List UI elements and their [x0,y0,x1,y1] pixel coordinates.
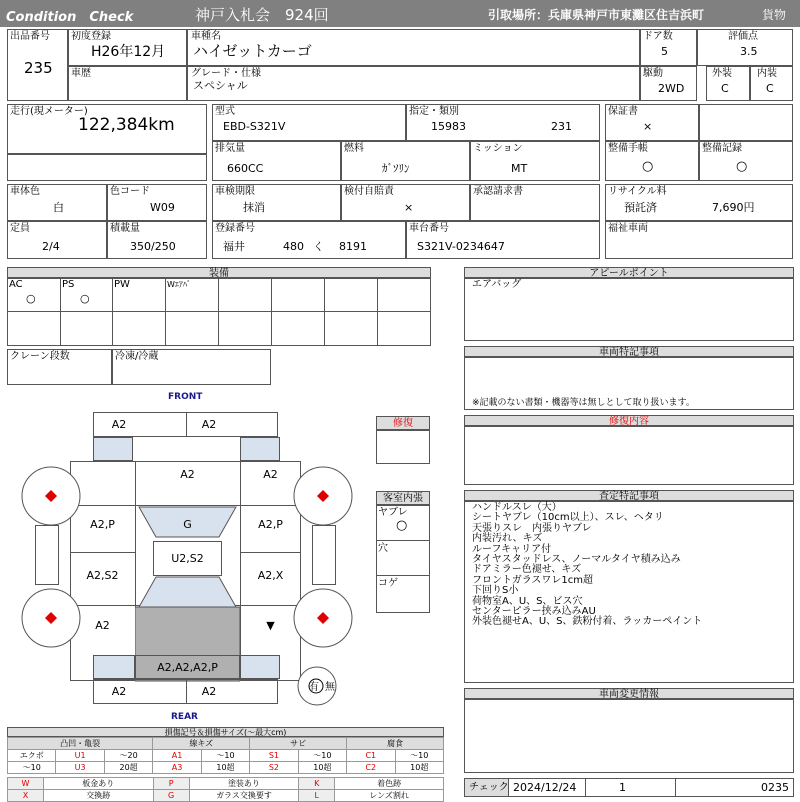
lot-cell [7,29,68,101]
right-side-window [312,525,336,585]
body-color-label: 車体色 [10,186,40,197]
repair-panel [376,430,430,464]
displacement-cell [212,141,341,181]
model-cell [212,104,406,141]
note-line: ルーフキャリア付 [472,543,552,555]
reg-no-num: 8191 [339,240,367,253]
doors-cell [640,29,697,66]
legend-cell: エクボ [8,750,56,762]
spec-cell [406,104,600,141]
front-bumper[interactable] [93,412,278,437]
note-line: ドアミラー色褪せ、キズ [472,564,582,576]
repair-detail-title: 修復内容 [464,415,794,426]
mission-cell [470,141,600,181]
welfare-cell [605,221,793,259]
drive-value: 2WD [658,82,685,95]
chassis-value: S321V-0234647 [417,240,505,253]
car-name-value: ハイゼットカーゴ [193,42,312,60]
body-color-value: 白 [53,201,64,214]
spec-value-2: 231 [551,120,572,133]
equip-ac-label: AC [9,279,23,290]
legend-mark: 塗装あり [189,778,299,790]
approval-cell [470,184,600,221]
capacity-label: 定員 [10,223,30,234]
appeal-title: アピールポイント [464,267,794,278]
legend-cat: 凸凹・亀裂 [8,738,153,750]
maint-record-value: ○ [736,159,748,174]
equip-airbag-label: Wｴｱﾊﾞ [167,280,191,289]
repair-detail-panel [464,426,794,485]
legend-mark: K [299,778,335,790]
reg-no-class: 480 [283,240,304,253]
notes-list [472,503,702,628]
legend-cell: A3 [153,762,201,774]
first-reg-value: H26年12月 [91,44,166,60]
legend-marks [7,777,444,802]
hood-damage[interactable]: A2 [180,468,195,481]
inspection-label: 車検期限 [215,186,255,197]
legend-cell: S2 [250,762,298,774]
displacement-value: 660CC [227,162,264,175]
rear-bumper[interactable] [93,679,278,704]
pickup-location: 引取場所：兵庫県神戸市東灘区住吉浜町 [488,8,705,22]
legend-cell: 20超 [104,762,152,774]
model-value: EBD-S321V [223,120,286,133]
cabin-panel [376,505,430,613]
door-right-rear-damage[interactable]: A2,X [257,569,284,582]
maint-book-label: 整備手帳 [608,143,648,154]
note-line: 下回りS小 [472,585,519,597]
legend-title: 損傷記号＆損傷サイズ(～最大cm) [7,727,444,737]
body-color-cell [7,184,107,221]
auction-title: 神戸入札会 924回 [195,6,329,24]
interior-value: C [766,82,774,95]
door-right-front-damage[interactable]: A2,P [258,518,283,531]
cabin-burn-label: コゲ [378,578,398,589]
spare-yes: 有 [309,682,319,693]
legend-cell: 10超 [298,762,346,774]
appeal-text: エアバッグ [472,279,522,290]
maint-record-label: 整備記録 [702,143,742,154]
notes-title: 査定特記事項 [464,490,794,501]
fuel-label: 燃料 [344,143,364,154]
front-bumper-right: A2 [201,418,217,431]
rear-bumper-left: A2 [111,685,127,698]
legend-mark: L [299,790,335,802]
special-title: 車両特記事項 [464,346,794,357]
back-door-damage: A2,A2,A2,P [157,661,218,674]
legend-cell: ～10 [201,750,249,762]
legend-mark: レンズ割れ [335,790,444,802]
legend-cat: 腐食 [347,738,444,750]
maint-book-value: ○ [642,159,654,174]
model-label: 型式 [215,106,235,117]
chassis-cell [406,221,600,259]
exterior-cell [706,66,750,101]
crane-cell [7,349,112,385]
note-line: 外装色褪せA、U、S、鉄粉付着、ラッカーペイント [472,616,703,628]
rear-label: REAR [171,712,198,722]
note-line: フロントガラスワレ1cm超 [472,574,594,586]
cabin-title: 客室内張 [376,491,430,505]
recycle-label: リサイクル料 [608,186,667,197]
mileage-value: 122,384km [78,115,175,135]
capacity-cell [7,221,107,259]
mileage-extra-cell [7,154,207,181]
welfare-label: 福祉車両 [608,223,648,234]
crane-label: クレーン段数 [10,351,70,362]
color-code-value: W09 [150,201,175,214]
warranty-extra-cell [699,104,793,141]
wheel-front-right-icon[interactable] [292,465,354,527]
appeal-panel [464,278,794,341]
category: 貨物 [762,8,787,22]
reg-no-kana: く [313,240,324,253]
door-left-rear-damage[interactable]: A2,S2 [86,569,119,582]
legend-cell: S1 [250,750,298,762]
windshield-damage[interactable]: G [183,518,192,531]
roof-damage: U2,S2 [171,552,204,565]
legend-mark: 着色跡 [335,778,444,790]
color-code-cell [107,184,207,221]
grade-label: グレード・仕様 [191,68,261,79]
displacement-label: 排気量 [215,143,245,154]
note-line: 内装汚れ、キズ [472,533,543,545]
legend-mark: G [153,790,189,802]
approval-label: 承認請求書 [473,186,523,197]
brand-label: Condition Check [6,10,134,25]
change-panel [464,699,794,773]
special-note: ※記載のない書類・機器等は無しとして取り扱います。 [472,398,695,408]
legend [7,727,444,802]
liability-label: 検付自賠責 [344,186,394,197]
equip-ps-value: ○ [80,292,90,305]
interior-cell [750,66,793,101]
first-reg-cell [68,29,187,66]
car-name-label: 車種名 [191,31,221,42]
change-title: 車両変更情報 [464,688,794,699]
spare-no: 無 [325,682,335,693]
exterior-label: 外装 [712,68,732,79]
legend-cell: ～10 [395,750,444,762]
interior-label: 内装 [757,68,777,79]
recycle-status: 預託済 [624,201,657,214]
mileage-label: 走行(現メーター) [10,106,88,117]
drive-cell [640,66,697,101]
legend-mark: ガラス交換要す [189,790,299,802]
equip-ps-label: PS [62,279,75,290]
notes-panel [464,501,794,683]
back-door[interactable] [135,655,240,679]
repair-title: 修復 [376,416,430,430]
legend-cat: サビ [250,738,347,750]
wheel-rear-right-icon[interactable] [292,587,354,649]
fuel-value: ｶﾞｿﾘﾝ [382,162,410,175]
fuel-cell [341,141,470,181]
cabin-tear-value: ○ [396,518,408,533]
warranty-cell [605,104,699,141]
lot-label: 出品番号 [10,31,50,42]
cabin-tear-label: ヤブレ [378,507,408,518]
lot-number: 235 [24,59,53,77]
color-code-label: 色コード [110,186,150,197]
grade-cell [187,66,640,101]
legend-cell: ～20 [104,750,152,762]
legend-cat: 線キズ [153,738,250,750]
capacity-value: 2/4 [42,240,60,253]
note-line: シートヤブレ（10cm以上）、スレ、ヘタリ [472,512,664,524]
legend-mark: 板金あり [43,778,153,790]
note-line: ハンドルスレ（大） [472,502,562,513]
inspection-value: 抹消 [243,201,265,214]
check-num: 1 [619,781,626,794]
legend-cell: 10超 [395,762,444,774]
mission-label: ミッション [473,143,523,154]
check-label: チェック [469,782,509,793]
door-left-front-damage[interactable]: A2,P [90,518,115,531]
mileage-cell [7,104,207,154]
check-row [464,778,794,797]
roof-panel[interactable] [153,541,222,576]
front-label: FRONT [168,392,203,402]
legend-cell: C1 [347,750,395,762]
score-label: 評価点 [728,31,758,42]
cabin-hole-label: 穴 [378,543,388,554]
recycle-cell [605,184,793,221]
equipment-grid [7,278,431,346]
history-label: 車歴 [71,68,91,79]
legend-cell: 10超 [201,762,249,774]
doors-value: 5 [661,45,668,58]
drive-label: 駆動 [643,68,663,79]
legend-mark: W [8,778,44,790]
reg-no-area: 福井 [223,240,245,253]
legend-mark: P [153,778,189,790]
car-name-cell [187,29,640,66]
history-cell [68,66,187,101]
legend-cell: C2 [347,762,395,774]
first-reg-label: 初度登録 [71,31,111,42]
header-bar [0,0,800,27]
grade-value: スペシャル [193,79,248,92]
inspection-cell [212,184,341,221]
warranty-label: 保証書 [608,106,638,117]
equip-pw-label: PW [114,279,130,290]
freezer-label: 冷凍/冷蔵 [115,351,159,362]
check-date: 2024/12/24 [513,781,577,794]
exterior-value: C [721,82,729,95]
maint-record-cell [699,141,793,181]
equipment-title: 装備 [7,267,431,278]
doors-label: ドア数 [643,31,673,42]
left-side-window [35,525,59,585]
mission-value: MT [511,162,528,175]
special-panel [464,357,794,410]
maint-book-cell [605,141,699,181]
equip-ac-value: ○ [26,292,36,305]
legend-cell: U3 [56,762,104,774]
car-diagram [0,390,370,720]
reg-no-label: 登録番号 [215,223,255,234]
note-line: 荷物室A、U、S、ビス穴 [472,595,583,607]
warranty-value: × [643,120,653,133]
rear-bumper-right: A2 [201,685,217,698]
legend-cell: U1 [56,750,104,762]
front-bumper-left: A2 [111,418,127,431]
recycle-amount: 7,690円 [712,201,755,214]
freezer-cell [112,349,271,385]
check-code: 0235 [761,781,789,794]
legend-mark: 交換跡 [43,790,153,802]
legend-cell: A1 [153,750,201,762]
quarter-right-damage[interactable]: ▼ [266,619,275,632]
note-line: 天張りスレ 内張りヤブレ [472,522,592,534]
load-value: 350/250 [130,240,176,253]
note-line: タイヤスタッドレス、ノーマルタイヤ積み込み [472,554,681,566]
load-label: 積載量 [110,223,140,234]
liability-value: × [404,201,414,214]
spec-value-1: 15983 [431,120,466,133]
legend-mark: X [8,790,44,802]
fender-right-damage[interactable]: A2 [263,468,278,481]
spec-label: 指定・類別 [409,106,459,117]
reg-no-cell [212,221,406,259]
legend-cell: ～10 [298,750,346,762]
wheel-rear-left-icon[interactable] [20,587,82,649]
score-cell [697,29,793,66]
chassis-label: 車台番号 [409,223,449,234]
legend-table [7,737,444,774]
load-cell [107,221,207,259]
liability-cell [341,184,470,221]
quarter-left-damage[interactable]: A2 [95,619,110,632]
score-value: 3.5 [740,45,758,58]
wheel-front-left-icon[interactable] [20,465,82,527]
legend-cell: ～10 [8,762,56,774]
note-line: センターピラー挟み込みAU [472,606,596,618]
